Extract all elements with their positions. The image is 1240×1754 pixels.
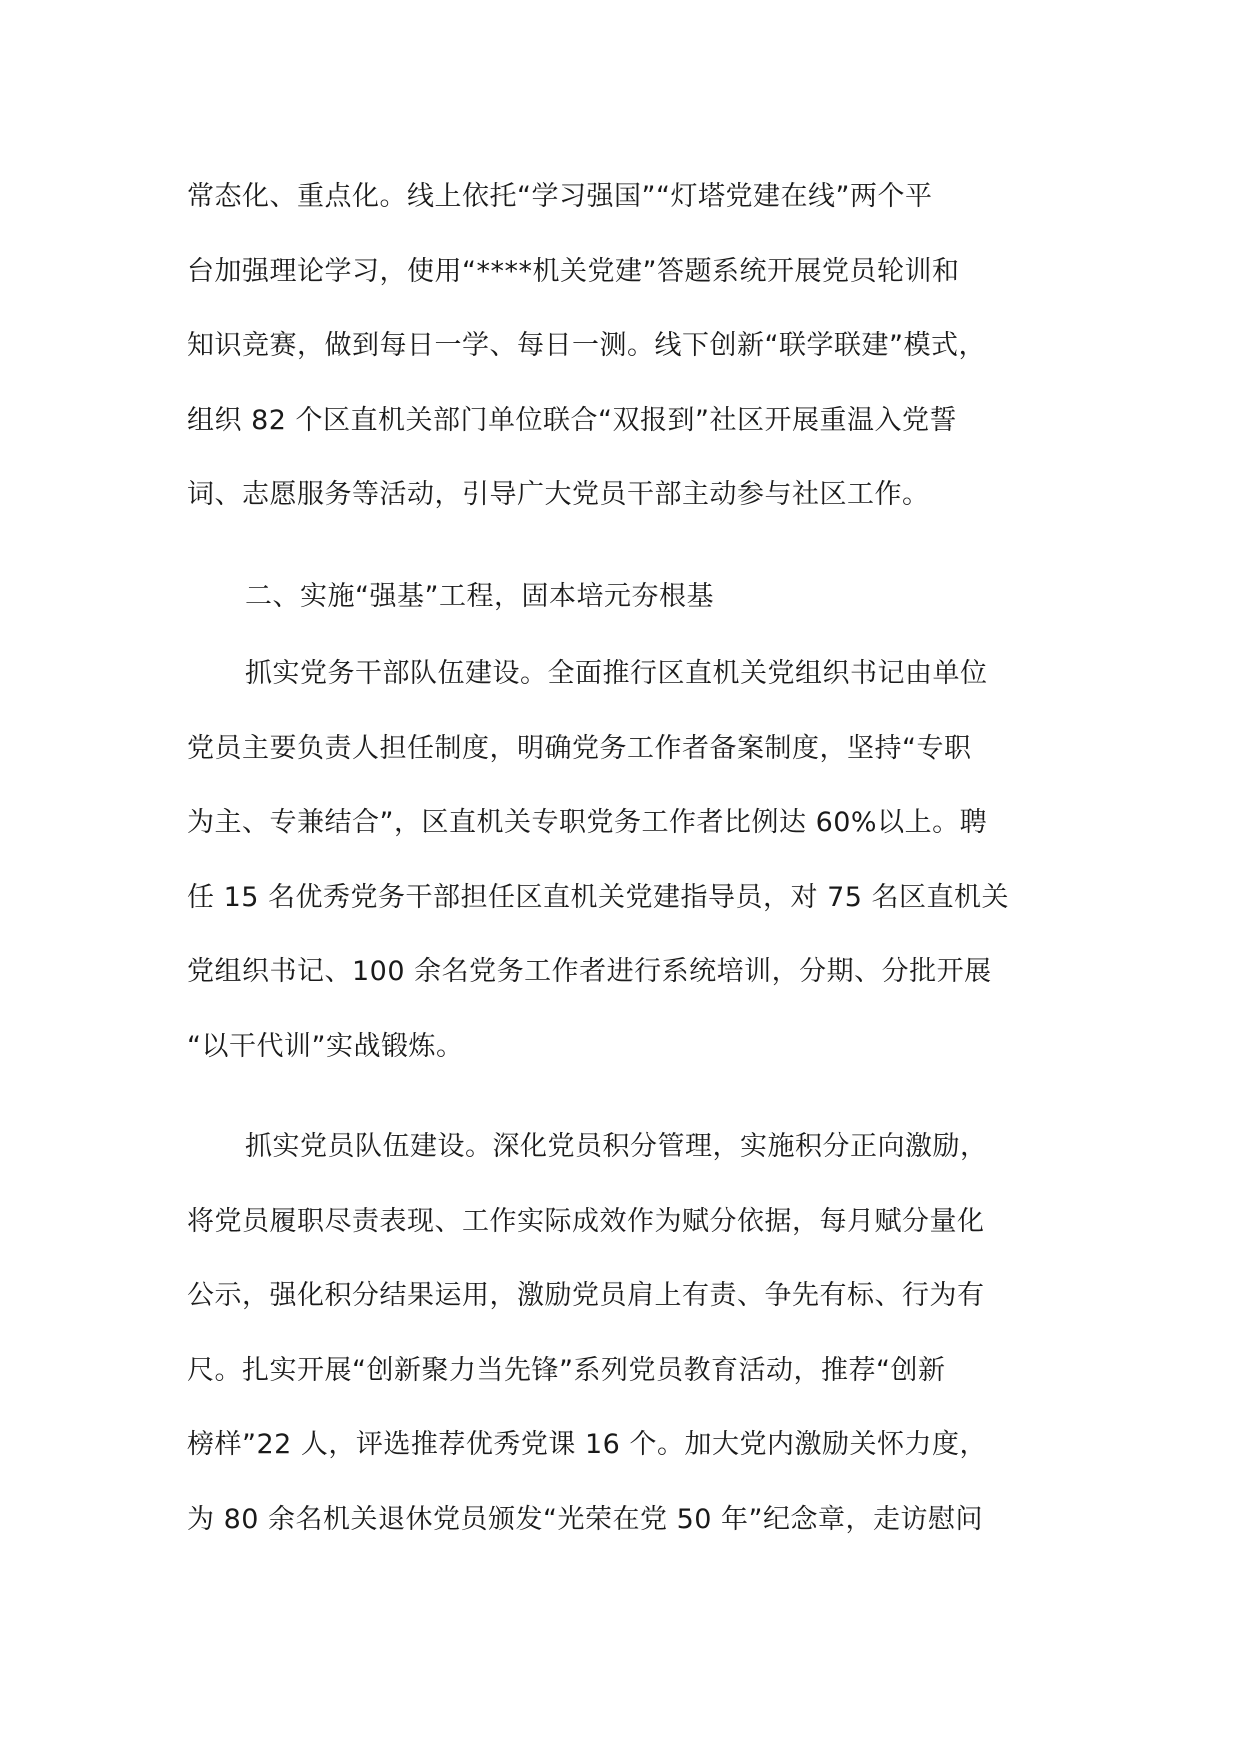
text-line: 任 15 名优秀党务干部担任区直机关党建指导员，对 75 名区直机关 bbox=[187, 881, 1010, 913]
section-heading: 二、实施“强基”工程，固本培元夯根基 bbox=[245, 581, 714, 612]
text-line: 将党员履职尽责表现、工作实际成效作为赋分依据，每月赋分量化 bbox=[187, 1205, 985, 1237]
text-line: “以干代训”实战锻炼。 bbox=[187, 1030, 464, 1062]
text-line: 常态化、重点化。线上依托“学习强国”“灯塔党建在线”两个平 bbox=[187, 181, 933, 212]
text-line: 抓实党员队伍建设。深化党员积分管理，实施积分正向激励， bbox=[245, 1131, 988, 1162]
text-line: 公示，强化积分结果运用，激励党员肩上有责、争先有标、行为有 bbox=[187, 1280, 985, 1311]
text-line: 党员主要负责人担任制度，明确党务工作者备案制度，坚持“专职 bbox=[187, 732, 972, 764]
paragraph-members bbox=[187, 1110, 1057, 1557]
text-line: 为 80 余名机关退休党员颁发“光荣在党 50 年”纪念章，走访慰问 bbox=[187, 1503, 984, 1535]
text-line: 榜样”22 人，评选推荐优秀党课 16 个。加大党内激励关怀力度， bbox=[187, 1429, 987, 1460]
text-line: 词、志愿服务等活动，引导广大党员干部主动参与社区工作。 bbox=[187, 479, 930, 510]
text-line: 抓实党务干部队伍建设。全面推行区直机关党组织书记由单位 bbox=[245, 658, 988, 689]
text-line: 知识竞赛，做到每日一学、每日一测。线下创新“联学联建”模式， bbox=[187, 330, 986, 361]
text-line: 党组织书记、100 余名党务工作者进行系统培训，分期、分批开展 bbox=[187, 956, 992, 987]
section-heading-block bbox=[187, 560, 1057, 635]
text-line: 台加强理论学习，使用“****机关党建”答题系统开展党员轮训和 bbox=[187, 255, 960, 287]
paragraph-continuation bbox=[187, 160, 1057, 533]
text-line: 尺。扎实开展“创新聚力当先锋”系列党员教育活动，推荐“创新 bbox=[187, 1354, 946, 1386]
text-line: 组织 82 个区直机关部门单位联合“双报到”社区开展重温入党誓 bbox=[187, 404, 957, 436]
paragraph-cadre bbox=[187, 637, 1057, 1084]
text-line: 为主、专兼结合”，区直机关专职党务工作者比例达 60%以上。聘 bbox=[187, 807, 988, 838]
